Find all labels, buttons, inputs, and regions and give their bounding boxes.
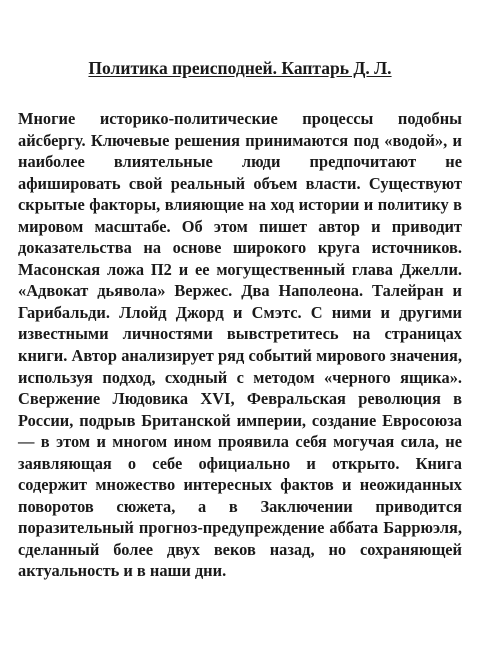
document-title: Политика преисподней. Каптарь Д. Л. (88, 58, 392, 78)
document-page (18, 56, 462, 582)
document-body: Многие историко-политические процессы подобны айсбергу. Ключевые решения принимаются под «водой», и наиболее влиятельные люди предпочитают не афишировать свой реальный объем власти. Существуют скрытые факторы, влияющие на ход истории и политику в мировом масштабе. Об этом пишет автор и приводит доказательства на основе широкого круга источников. Масонская ложа П2 и ее могущественный глава Джелли. «Адвокат дьявола» Вержес. Два Наполеона. Талейран и Гарибальди. Ллойд Джорд и Смэтс. С ними и другими известными личностями вывстретитесь на страницах книги. Автор анализирует ряд событий мирового значения, используя подход, сходный с методом «черного ящика». Свержение Людовика XVI, Февральская революция в России, подрыв Британской империи, создание Евросоюза — в этом и многом ином проявила себя могучая сила, не заявляющая о себе официально и открыто. Книга содержит множество интересных фактов и неожиданных поворотов сюжета, а в Заключении приводится поразительный прогноз-предупреждение аббата Баррюэля, сделанный более двух веков назад, но сохраняющей актуальность и в наши дни. (18, 109, 462, 581)
